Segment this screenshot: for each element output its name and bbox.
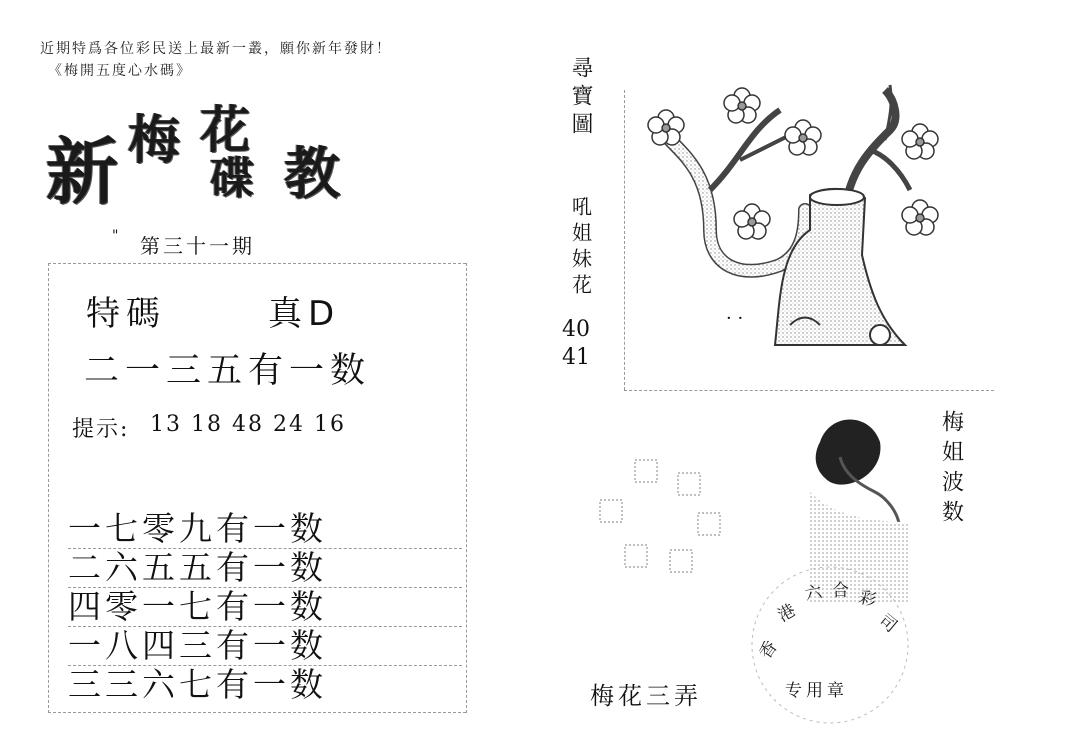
tree-frame-bottom xyxy=(624,390,994,391)
hint-numbers: 13 18 48 24 16 xyxy=(150,412,346,437)
frame-left xyxy=(48,263,49,713)
svg-text:六: 六 xyxy=(803,582,824,605)
number-row: 三三六七有一数 xyxy=(68,665,327,704)
number-row: 四零一七有一数 xyxy=(68,587,327,626)
svg-text:司: 司 xyxy=(874,610,901,637)
treasure-title xyxy=(565,56,595,148)
tree-frame-left xyxy=(624,90,625,390)
logo-char-2: 梅 xyxy=(128,111,181,171)
stamp-label: 专用章 xyxy=(785,681,848,701)
plum-tree-illustration xyxy=(630,80,960,360)
svg-text:合: 合 xyxy=(832,581,849,601)
number-row: 二六五五有一数 xyxy=(68,548,327,587)
treasure-subtitle xyxy=(565,196,595,308)
faint-circle-pattern xyxy=(590,455,740,585)
main-line: 二一三五有一数 xyxy=(84,351,372,391)
number-row: 一八四三有一数 xyxy=(68,626,327,665)
logo-title xyxy=(40,90,360,214)
treasure-subtitle-text: 吼姐妹花 xyxy=(568,196,593,300)
svg-text:彩: 彩 xyxy=(856,587,879,612)
logo-char-4: 碟 xyxy=(210,153,254,204)
svg-text:香: 香 xyxy=(755,637,782,663)
treasure-numbers xyxy=(562,316,590,372)
stamp-seal xyxy=(740,560,920,730)
treasure-number: 41 xyxy=(562,345,590,370)
frame-bottom xyxy=(48,712,466,713)
logo-char-5: 教 xyxy=(284,142,340,207)
issue-label: 第三十一期 xyxy=(140,234,255,258)
header-line-2: 《梅開五度心水碼》 xyxy=(48,63,192,79)
special-value: 真D xyxy=(268,294,341,334)
hint-label: 提示: xyxy=(72,417,130,442)
bottom-caption: 梅花三弄 xyxy=(590,682,702,710)
svg-text:港: 港 xyxy=(774,600,800,627)
special-label: 特碼 xyxy=(86,294,166,334)
number-row: 一七零九有一数 xyxy=(68,509,327,548)
logo-char-1: 新 xyxy=(46,130,119,214)
treasure-title-text: 尋寶圖 xyxy=(568,56,593,140)
logo-char-3: 花 xyxy=(200,101,250,159)
treasure-number: 40 xyxy=(562,317,590,342)
frame-top xyxy=(48,263,466,264)
number-rows xyxy=(68,509,468,704)
header-line-1: 近期特爲各位彩民送上最新一叢，願你新年發財！ xyxy=(40,41,392,57)
issue-mark: " xyxy=(112,228,119,244)
tree-dots: · · xyxy=(726,308,744,329)
wave-title-text: 梅姐波数 xyxy=(938,410,964,530)
wave-title xyxy=(936,410,966,538)
